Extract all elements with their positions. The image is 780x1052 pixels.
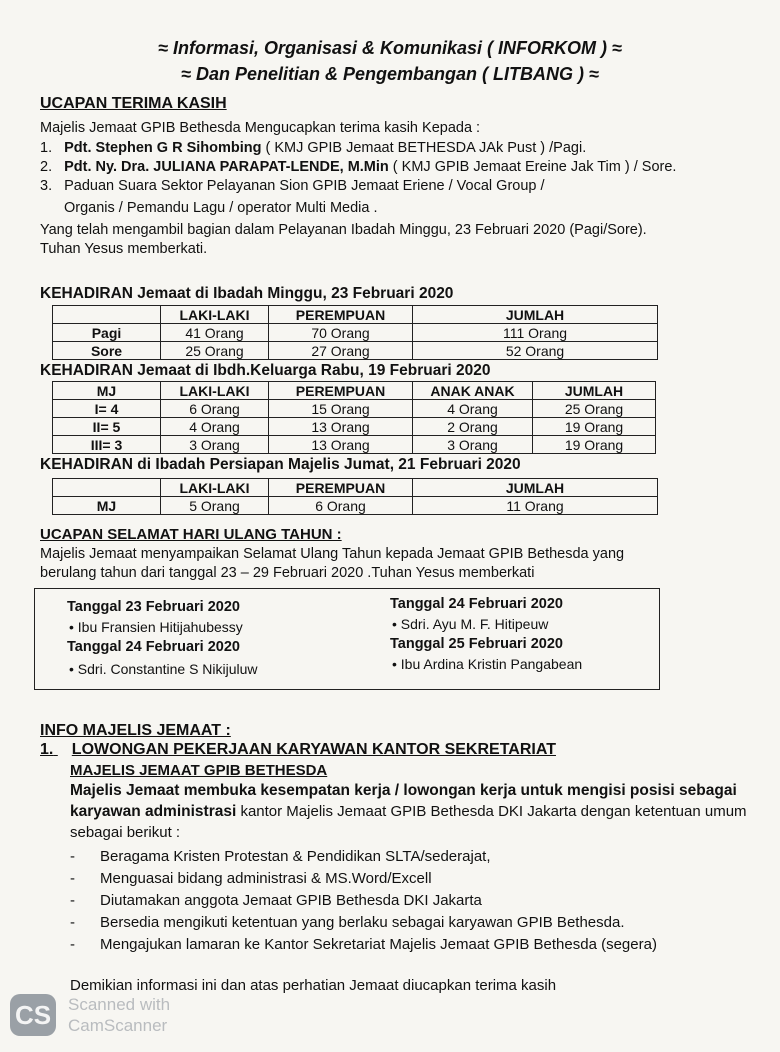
watermark-text: [68, 994, 170, 1036]
list-dash: -: [70, 892, 75, 909]
table-row: [53, 418, 656, 436]
table-cell: 13 Orang: [269, 436, 413, 454]
birthday-right-column: [390, 594, 582, 674]
camscanner-watermark: [10, 990, 210, 1040]
header-cell: PEREMPUAN: [269, 479, 413, 497]
row-label: Pagi: [53, 324, 161, 342]
header-cell: PEREMPUAN: [269, 382, 413, 400]
header-line-1: ≈ Informasi, Organisasi & Komunikasi ( INFORKOM ) ≈: [158, 38, 622, 58]
row-label: MJ: [53, 497, 161, 515]
camscanner-logo: CS: [10, 994, 56, 1036]
list-dash: -: [70, 914, 75, 931]
item-rest: ( KMJ GPIB Jemaat BETHESDA JAk Pust ) /Pagi.: [261, 140, 587, 156]
birthday-name: • Ibu Ardina Kristin Pangabean: [392, 656, 583, 672]
thanks-item-1: [40, 139, 586, 158]
header-cell: JUMLAH: [533, 382, 656, 400]
header-cell: MJ: [53, 382, 161, 400]
thanks-closing-2: Tuhan Yesus memberkati.: [40, 241, 208, 257]
header-cell: JUMLAH: [413, 306, 658, 324]
table-cell: 70 Orang: [269, 324, 413, 342]
item-number: 3.: [40, 178, 53, 194]
table-cell: 25 Orang: [533, 400, 656, 418]
list-item: [70, 912, 760, 934]
friday-attendance-title: KEHADIRAN di Ibadah Persiapan Majelis Jumat, 21 Februari 2020: [40, 456, 521, 473]
birthday-line-2: berulang tahun dari tanggal 23 – 29 Februari 2020 .Tuhan Yesus memberkati: [40, 565, 535, 581]
table-header-row: [53, 306, 658, 324]
table-header-row: [53, 382, 656, 400]
row-label: Sore: [53, 342, 161, 360]
item-bold: Pdt. Ny. Dra. JULIANA PARAPAT-LENDE, M.Min: [64, 159, 389, 175]
item-number: 2.: [40, 159, 53, 175]
watermark-line-1: Scanned with: [68, 995, 171, 1014]
family-attendance-title: KEHADIRAN Jemaat di Ibdh.Keluarga Rabu, 19 Februari 2020: [40, 362, 491, 379]
thanks-item-3: [40, 177, 545, 196]
table-cell: 25 Orang: [161, 342, 269, 360]
list-dash: -: [70, 870, 75, 887]
item-number: 1.: [40, 140, 53, 156]
table-row: [53, 497, 658, 515]
birthday-date: Tanggal 25 Februari 2020: [390, 636, 563, 652]
info-item-subtitle: MAJELIS JEMAAT GPIB BETHESDA: [70, 762, 328, 779]
thanks-intro: Majelis Jemaat GPIB Bethesda Mengucapkan terima kasih Kepada :: [40, 120, 481, 136]
table-row: [53, 342, 658, 360]
thanks-closing-1: Yang telah mengambil bagian dalam Pelayanan Ibadah Minggu, 23 Februari 2020 (Pagi/Sore).: [40, 222, 647, 238]
list-dash: -: [70, 936, 75, 953]
thanks-item-2: [40, 158, 676, 177]
table-cell: 5 Orang: [161, 497, 269, 515]
table-cell: 52 Orang: [413, 342, 658, 360]
table-cell: 6 Orang: [161, 400, 269, 418]
table-cell: 11 Orang: [413, 497, 658, 515]
table-cell: 4 Orang: [413, 400, 533, 418]
list-item-text: Menguasai bidang administrasi & MS.Word/Excell: [100, 870, 432, 887]
table-row: [53, 324, 658, 342]
list-item: [70, 890, 760, 912]
header-line-2: ≈ Dan Penelitian & Pengembangan ( LITBANG ) ≈: [181, 64, 599, 84]
table-cell: 3 Orang: [413, 436, 533, 454]
thanks-item-3-continued: Organis / Pemandu Lagu / operator Multi Media .: [64, 200, 378, 216]
item-rest: ( KMJ GPIB Jemaat Ereine Jak Tim ) / Sore.: [388, 159, 677, 175]
table-cell: 2 Orang: [413, 418, 533, 436]
table-row: [53, 436, 656, 454]
header-cell: ANAK ANAK: [413, 382, 533, 400]
row-label: I= 4: [53, 400, 161, 418]
family-attendance-table: [52, 381, 656, 454]
list-item-text: Mengajukan lamaran ke Kantor Sekretariat Majelis Jemaat GPIB Bethesda (segera): [100, 936, 657, 953]
thanks-title: UCAPAN TERIMA KASIH: [40, 95, 227, 112]
row-label: III= 3: [53, 436, 161, 454]
info-body: [70, 780, 760, 843]
birthday-box: [34, 588, 660, 690]
birthday-left-column: [67, 597, 258, 679]
info-title: INFO MAJELIS JEMAAT :: [40, 722, 231, 739]
table-cell: 27 Orang: [269, 342, 413, 360]
table-cell: 6 Orang: [269, 497, 413, 515]
table-cell: 111 Orang: [413, 324, 658, 342]
birthday-date: Tanggal 23 Februari 2020: [67, 599, 240, 615]
header-cell: [53, 479, 161, 497]
item-rest: Paduan Suara Sektor Pelayanan Sion GPIB Jemaat Eriene / Vocal Group /: [64, 178, 545, 194]
list-item-text: Diutamakan anggota Jemaat GPIB Bethesda DKI Jakarta: [100, 892, 482, 909]
table-cell: 3 Orang: [161, 436, 269, 454]
table-cell: 41 Orang: [161, 324, 269, 342]
list-item: [70, 934, 760, 956]
info-item-title: [40, 741, 556, 759]
header-cell: JUMLAH: [413, 479, 658, 497]
header-cell: LAKI-LAKI: [161, 479, 269, 497]
info-item-heading: LOWONGAN PEKERJAAN KARYAWAN KANTOR SEKRETARIAT: [71, 741, 556, 758]
table-header-row: [53, 479, 658, 497]
birthday-name: • Sdri. Constantine S Nikijuluw: [69, 661, 258, 677]
info-item-number: 1.: [40, 741, 54, 758]
header-cell: LAKI-LAKI: [161, 382, 269, 400]
birthday-name: • Sdri. Ayu M. F. Hitipeuw: [392, 616, 549, 632]
table-row: [53, 400, 656, 418]
birthday-date: Tanggal 24 Februari 2020: [67, 639, 240, 655]
birthday-title: UCAPAN SELAMAT HARI ULANG TAHUN :: [40, 526, 342, 543]
list-item-text: Beragama Kristen Protestan & Pendidikan SLTA/sederajat,: [100, 848, 491, 865]
row-label: II= 5: [53, 418, 161, 436]
sunday-attendance-title: KEHADIRAN Jemaat di Ibadah Minggu, 23 Februari 2020: [40, 285, 454, 302]
birthday-line-1: Majelis Jemaat menyampaikan Selamat Ulang Tahun kepada Jemaat GPIB Bethesda yang: [40, 546, 625, 562]
table-cell: 4 Orang: [161, 418, 269, 436]
table-cell: 13 Orang: [269, 418, 413, 436]
friday-attendance-table: [52, 478, 658, 515]
table-cell: 19 Orang: [533, 436, 656, 454]
header-cell: PEREMPUAN: [269, 306, 413, 324]
header-cell: LAKI-LAKI: [161, 306, 269, 324]
list-item-text: Bersedia mengikuti ketentuan yang berlaku sebagai karyawan GPIB Bethesda.: [100, 914, 625, 931]
table-cell: 19 Orang: [533, 418, 656, 436]
table-cell: 15 Orang: [269, 400, 413, 418]
info-body-bold: Majelis Jemaat membuka kesempatan kerja / lowongan kerja untuk mengisi posisi sebagai karyawan administrasi: [70, 782, 737, 820]
sunday-attendance-table: [52, 305, 658, 360]
list-item: [70, 868, 760, 890]
requirements-list: [70, 846, 760, 956]
birthday-date: Tanggal 24 Februari 2020: [390, 596, 563, 612]
item-bold: Pdt. Stephen G R Sihombing: [64, 140, 262, 156]
birthday-name: • Ibu Fransien Hitijahubessy: [69, 619, 243, 635]
watermark-line-2: CamScanner: [68, 1016, 168, 1035]
info-body-rest: kantor Majelis Jemaat GPIB Bethesda DKI Jakarta dengan ketentuan umum sebagai berikut :: [70, 803, 747, 841]
list-dash: -: [70, 848, 75, 865]
list-item: [70, 846, 760, 868]
info-closing: Demikian informasi ini dan atas perhatian Jemaat diucapkan terima kasih: [70, 977, 557, 994]
header-cell: [53, 306, 161, 324]
